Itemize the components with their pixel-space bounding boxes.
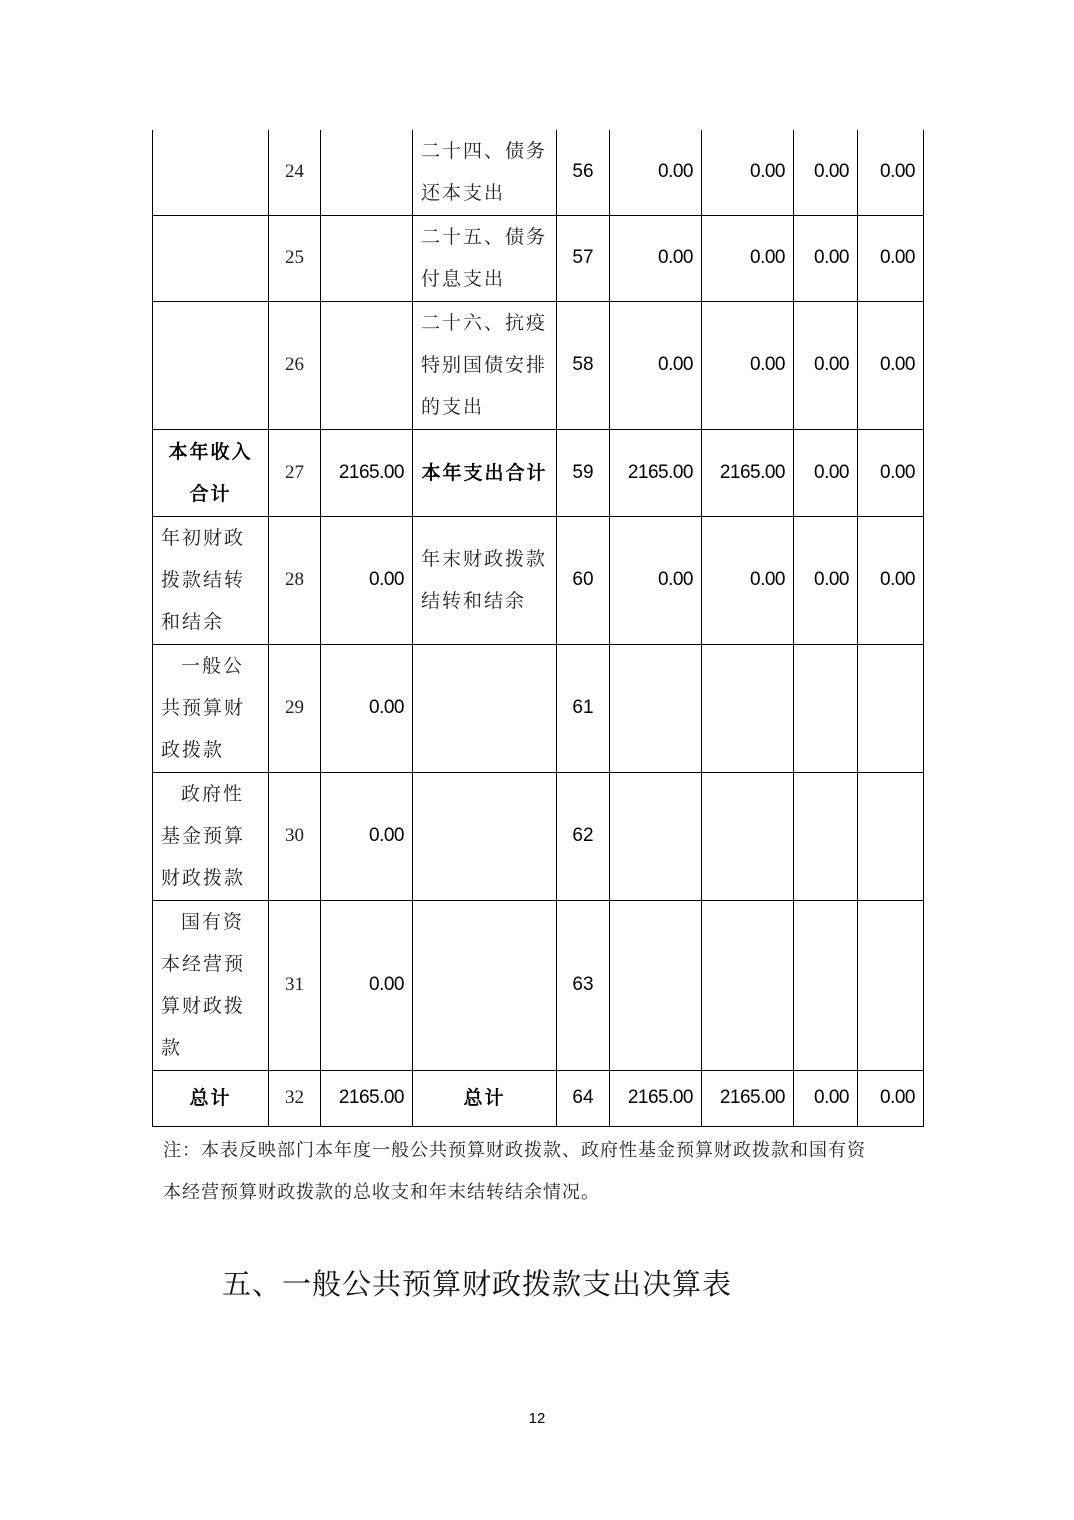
income-item-cell: 政府性基金预算财政拨款 [153, 772, 269, 900]
income-line-number: 24 [269, 130, 321, 215]
expense-line-number: 60 [557, 516, 610, 644]
income-item-cell: 年初财政拨款结转和结余 [153, 516, 269, 644]
section-heading: 五、一般公共预算财政拨款支出决算表 [222, 1267, 733, 1301]
expense-line-number: 61 [557, 644, 610, 772]
state-capital-budget-cell: 0.00 [858, 301, 924, 429]
state-capital-budget-cell [858, 644, 924, 772]
state-capital-budget-cell: 0.00 [858, 516, 924, 644]
income-amount-cell: 2165.00 [321, 429, 413, 516]
fund-budget-cell: 0.00 [794, 1070, 858, 1126]
fund-budget-cell [794, 644, 858, 772]
table-row [153, 516, 924, 644]
state-capital-budget-cell [858, 772, 924, 900]
fund-budget-cell: 0.00 [794, 516, 858, 644]
expense-total-cell [610, 772, 702, 900]
general-budget-cell: 0.00 [702, 301, 794, 429]
income-line-number: 27 [269, 429, 321, 516]
general-budget-cell: 0.00 [702, 516, 794, 644]
expense-line-number: 62 [557, 772, 610, 900]
income-item-cell [153, 301, 269, 429]
general-budget-cell: 0.00 [702, 215, 794, 301]
financial-appropriation-table [152, 130, 924, 1127]
expense-item-cell [413, 772, 557, 900]
fund-budget-cell: 0.00 [794, 215, 858, 301]
expense-item-cell [413, 900, 557, 1070]
page-number: 12 [528, 1410, 546, 1427]
expense-total-cell: 0.00 [610, 516, 702, 644]
income-amount-cell: 0.00 [321, 772, 413, 900]
income-amount-cell [321, 130, 413, 215]
table-row [153, 215, 924, 301]
table-row [153, 644, 924, 772]
fund-budget-cell: 0.00 [794, 429, 858, 516]
general-budget-cell: 2165.00 [702, 1070, 794, 1126]
income-amount-cell: 2165.00 [321, 1070, 413, 1126]
table-row [153, 301, 924, 429]
income-item-cell [153, 215, 269, 301]
expense-item-cell: 本年支出合计 [413, 429, 557, 516]
general-budget-cell: 2165.00 [702, 429, 794, 516]
table-row [153, 1070, 924, 1126]
expense-total-cell [610, 644, 702, 772]
income-amount-cell: 0.00 [321, 644, 413, 772]
expense-total-cell: 0.00 [610, 130, 702, 215]
income-item-cell [153, 130, 269, 215]
fund-budget-cell: 0.00 [794, 301, 858, 429]
income-amount-cell [321, 215, 413, 301]
expense-total-cell: 2165.00 [610, 1070, 702, 1126]
expense-line-number: 56 [557, 130, 610, 215]
state-capital-budget-cell: 0.00 [858, 215, 924, 301]
table-note: 注：本表反映部门本年度一般公共预算财政拨款、政府性基金预算财政拨款和国有资本经营预算财政拨款的总收支和年末结转结余情况。 [163, 1140, 866, 1203]
income-line-number: 28 [269, 516, 321, 644]
expense-total-cell: 0.00 [610, 215, 702, 301]
expense-item-cell: 二十五、债务付息支出 [413, 215, 557, 301]
expense-line-number: 63 [557, 900, 610, 1070]
expense-line-number: 64 [557, 1070, 610, 1126]
state-capital-budget-cell [858, 900, 924, 1070]
table-row [153, 772, 924, 900]
table-row [153, 429, 924, 516]
expense-item-cell: 二十六、抗疫特别国债安排的支出 [413, 301, 557, 429]
fund-budget-cell [794, 772, 858, 900]
fund-budget-cell: 0.00 [794, 130, 858, 215]
income-line-number: 32 [269, 1070, 321, 1126]
expense-line-number: 59 [557, 429, 610, 516]
expense-line-number: 58 [557, 301, 610, 429]
table-row [153, 900, 924, 1070]
income-item-cell: 本年收入合计 [153, 429, 269, 516]
income-line-number: 31 [269, 900, 321, 1070]
fund-budget-cell [794, 900, 858, 1070]
general-budget-cell: 0.00 [702, 130, 794, 215]
general-budget-cell [702, 900, 794, 1070]
state-capital-budget-cell: 0.00 [858, 130, 924, 215]
expense-item-cell: 总计 [413, 1070, 557, 1126]
expense-line-number: 57 [557, 215, 610, 301]
income-line-number: 25 [269, 215, 321, 301]
income-amount-cell [321, 301, 413, 429]
income-item-cell: 一般公共预算财政拨款 [153, 644, 269, 772]
income-amount-cell: 0.00 [321, 900, 413, 1070]
income-line-number: 29 [269, 644, 321, 772]
income-amount-cell: 0.00 [321, 516, 413, 644]
expense-item-cell [413, 644, 557, 772]
expense-item-cell: 年末财政拨款结转和结余 [413, 516, 557, 644]
state-capital-budget-cell: 0.00 [858, 1070, 924, 1126]
expense-item-cell: 二十四、债务还本支出 [413, 130, 557, 215]
income-line-number: 30 [269, 772, 321, 900]
income-line-number: 26 [269, 301, 321, 429]
income-item-cell: 总计 [153, 1070, 269, 1126]
expense-total-cell: 2165.00 [610, 429, 702, 516]
state-capital-budget-cell: 0.00 [858, 429, 924, 516]
general-budget-cell [702, 772, 794, 900]
expense-total-cell [610, 900, 702, 1070]
general-budget-cell [702, 644, 794, 772]
expense-total-cell: 0.00 [610, 301, 702, 429]
table-row [153, 130, 924, 215]
income-item-cell: 国有资本经营预算财政拨款 [153, 900, 269, 1070]
